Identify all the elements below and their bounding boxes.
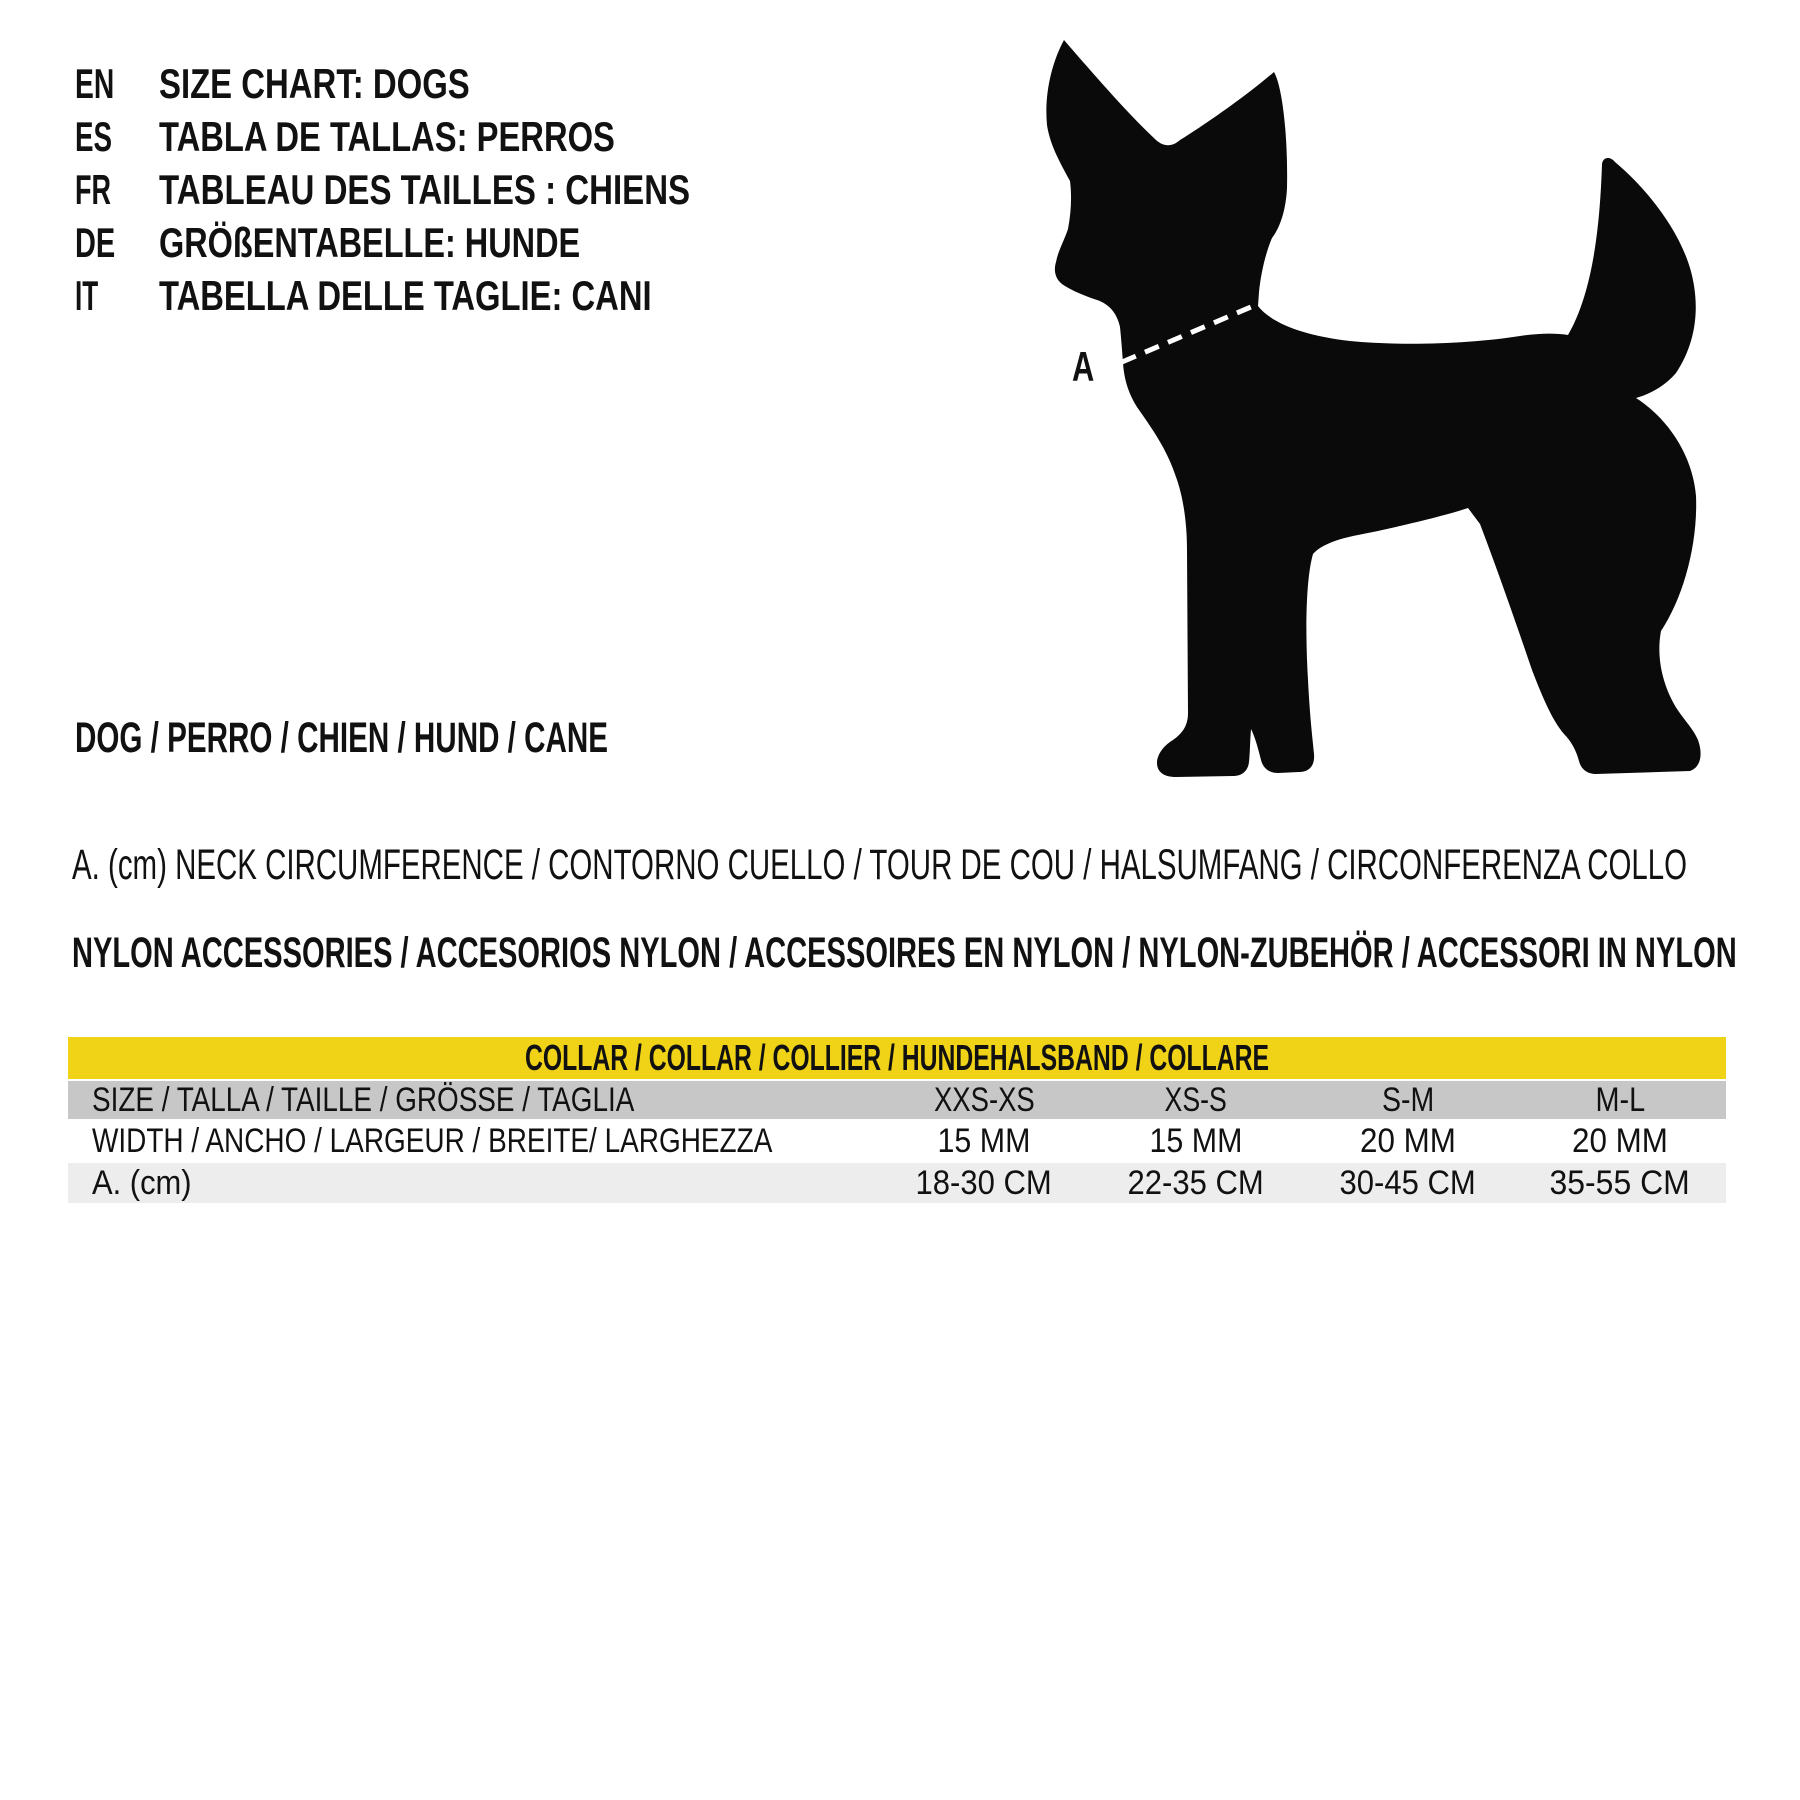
language-code: DE bbox=[75, 219, 116, 266]
language-title: SIZE CHART: DOGS bbox=[159, 60, 470, 107]
neck-cell: 18-30 CM bbox=[915, 1164, 1053, 1202]
language-code: IT bbox=[75, 272, 99, 319]
collar-size-table bbox=[68, 1037, 1726, 1203]
language-row-de bbox=[75, 216, 834, 269]
dog-silhouette-image bbox=[1040, 30, 1710, 790]
language-code: ES bbox=[75, 113, 113, 160]
neck-cell: 22-35 CM bbox=[1127, 1164, 1265, 1202]
language-title: TABELLA DELLE TAGLIE: CANI bbox=[159, 272, 652, 319]
table-row-width bbox=[68, 1119, 1726, 1163]
row-label: WIDTH / ANCHO / LARGEUR / BREITE/ LARGHEZZA bbox=[92, 1122, 773, 1160]
size-cell: M-L bbox=[1595, 1081, 1645, 1119]
language-row-en bbox=[75, 57, 834, 110]
table-row-neck bbox=[68, 1163, 1726, 1203]
nylon-accessories-note: NYLON ACCESSORIES / ACCESORIOS NYLON / ACCESSOIRES EN NYLON / NYLON-ZUBEHÖR / ACCESSORI IN NYLON bbox=[72, 929, 1737, 977]
width-cell: 15 MM bbox=[937, 1122, 1031, 1160]
size-cell: XS-S bbox=[1164, 1081, 1228, 1119]
dog-caption: DOG / PERRO / CHIEN / HUND / CANE bbox=[75, 714, 609, 762]
neck-cell: 35-55 CM bbox=[1549, 1164, 1691, 1202]
language-code: EN bbox=[75, 60, 115, 107]
table-row-size bbox=[68, 1081, 1726, 1119]
neck-circumference-note: A. (cm) NECK CIRCUMFERENCE / CONTORNO CUELLO / TOUR DE COU / HALSUMFANG / CIRCONFERENZA COLLO bbox=[72, 841, 1688, 889]
measure-point-label: A bbox=[1072, 343, 1095, 390]
dog-silhouette bbox=[1040, 30, 1710, 790]
neck-cell: 30-45 CM bbox=[1339, 1164, 1477, 1202]
language-list bbox=[75, 57, 834, 322]
size-cell: XXS-XS bbox=[933, 1081, 1035, 1119]
table-title: COLLAR / COLLAR / COLLIER / HUNDEHALSBAND / COLLARE bbox=[525, 1037, 1269, 1078]
table-title-row bbox=[68, 1037, 1726, 1079]
language-title: TABLEAU DES TAILLES : CHIENS bbox=[159, 166, 691, 213]
width-cell: 20 MM bbox=[1360, 1122, 1456, 1160]
language-title: GRÖßENTABELLE: HUNDE bbox=[159, 219, 581, 266]
language-title: TABLA DE TALLAS: PERROS bbox=[159, 113, 615, 160]
row-label: SIZE / TALLA / TAILLE / GRÖSSE / TAGLIA bbox=[92, 1081, 635, 1119]
language-code: FR bbox=[75, 166, 111, 213]
width-cell: 20 MM bbox=[1572, 1122, 1668, 1160]
language-row-it bbox=[75, 269, 834, 322]
size-cell: S-M bbox=[1381, 1081, 1435, 1119]
language-row-es bbox=[75, 110, 834, 163]
width-cell: 15 MM bbox=[1149, 1122, 1243, 1160]
language-row-fr bbox=[75, 163, 834, 216]
row-label: A. (cm) bbox=[92, 1164, 192, 1202]
